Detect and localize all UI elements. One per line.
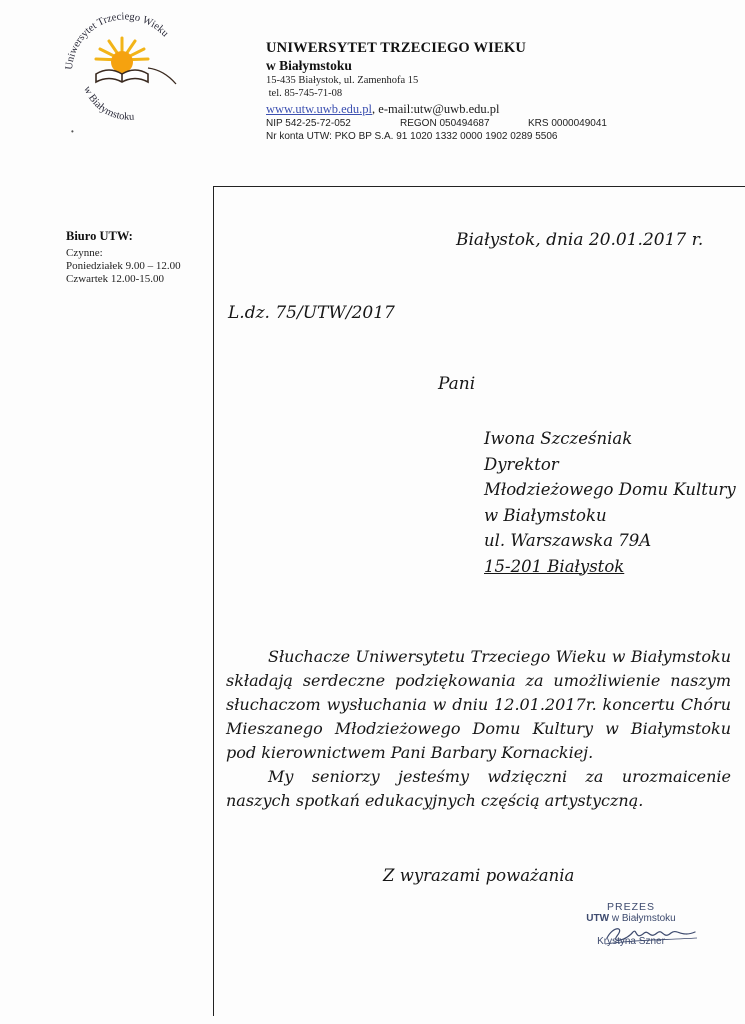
recipient-position: Dyrektor — [484, 454, 559, 474]
salutation: Pani — [438, 374, 476, 394]
sun-icon — [96, 38, 148, 73]
stamp-name: Krystyna Szner — [597, 936, 665, 947]
org-address: 15-435 Białystok, ul. Zamenhofa 15 — [266, 75, 419, 86]
stamp-role: PREZES — [606, 901, 655, 913]
open-book-icon — [96, 68, 176, 84]
svg-text:w Białymstoku — [81, 85, 135, 123]
org-name: UNIWERSYTET TRZECIEGO WIEKU — [266, 40, 527, 56]
stamp-org: UTW w Białymstoku — [586, 913, 676, 924]
logo-arc-text-top: Uniwersytet Trzeciego Wieku — [63, 11, 171, 71]
recipient-city: w Białymstoku — [484, 505, 607, 525]
regon-number: REGON 050494687 — [400, 118, 490, 129]
logo-arc-text-bottom: w Białymstoku — [81, 84, 135, 123]
body-paragraph-1: Słuchacze Uniwersytetu Trzeciego Wieku w Białymstoku składają serdeczne podziękowania za umożliwienie naszym słuchaczom wysłuchania w dniu 12.01.2017r. koncertu Chóru Mieszanego Młodzieżowego Domu Kultury w Białymstoku pod kierownictwem Pani Barbary Kornackiej. — [226, 647, 731, 762]
recipient-postal: 15-201 Białystok — [484, 556, 625, 576]
recipient-street: ul. Warszawska 79A — [484, 531, 652, 550]
nip-number: NIP 542-25-72-052 — [266, 118, 351, 129]
website-link[interactable]: www.utw.uwb.edu.pl — [266, 102, 373, 116]
body-paragraph-2: My seniorzy jesteśmy wdzięczni za urozmaicenie naszych spotkań edukacyjnych częścią artystyczną. — [226, 767, 731, 810]
org-identifiers — [266, 117, 607, 130]
letterhead — [266, 40, 607, 143]
letter-body — [226, 645, 731, 813]
utw-logo — [60, 8, 190, 123]
office-title: Biuro UTW: — [66, 229, 133, 243]
office-open-label: Czynne: — [66, 247, 103, 259]
office-hours-monday: Poniedziałek 9.00 – 12.00 — [66, 260, 181, 272]
recipient-name: Iwona Szcześniak — [484, 429, 633, 448]
letter-date: Białystok, dnia 20.01.2017 r. — [456, 230, 704, 250]
bank-account: Nr konta UTW: PKO BP S.A. 91 1020 1332 0000 1902 0289 5506 — [266, 131, 558, 142]
recipient-address — [484, 426, 736, 579]
org-phone: tel. 85-745-71-08 — [268, 88, 343, 99]
divider-vertical — [213, 186, 214, 1016]
decorative-dot: • — [71, 127, 74, 136]
krs-number: KRS 0000049041 — [528, 118, 607, 129]
divider-horizontal — [213, 186, 745, 187]
email-text: , e-mail:utw@uwb.edu.pl — [372, 102, 500, 116]
office-hours — [66, 229, 181, 286]
office-hours-thursday: Czwartek 12.00-15.00 — [66, 273, 165, 285]
org-city: w Białymstoku — [266, 58, 352, 73]
recipient-institution: Młodzieżowego Domu Kultury — [484, 480, 736, 499]
letter-reference: L.dz. 75/UTW/2017 — [228, 303, 395, 323]
web-contact — [266, 102, 607, 117]
closing-phrase: Z wyrazami poważania — [383, 866, 575, 885]
handwritten-signature — [603, 918, 698, 952]
